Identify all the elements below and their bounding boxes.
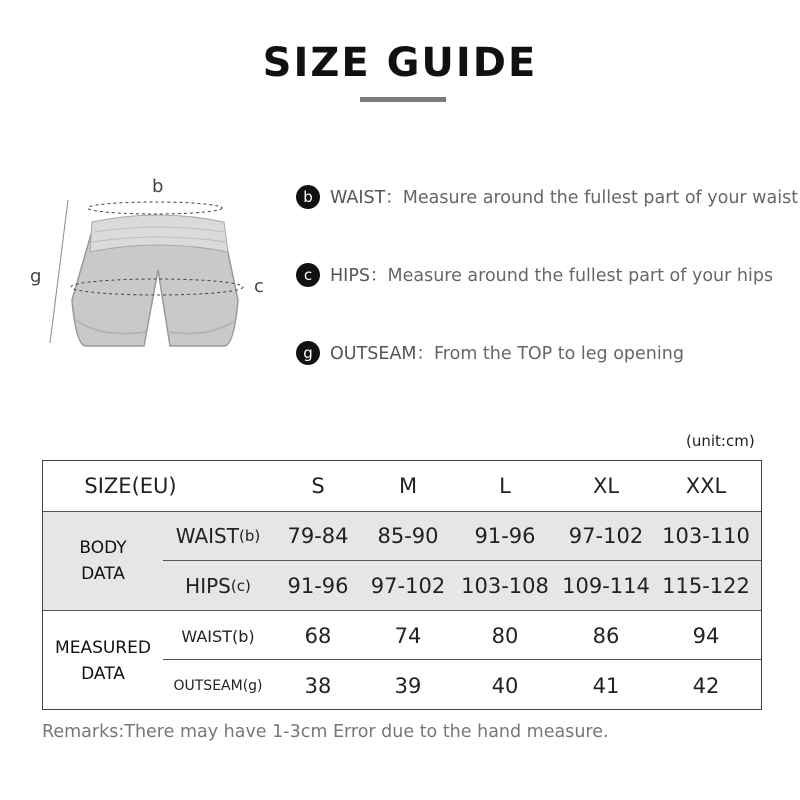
- table-cell: 97-102: [568, 524, 644, 548]
- legend-key: OUTSEAM：: [330, 344, 435, 364]
- page-title: SIZE GUIDE: [262, 40, 538, 86]
- legend-waist: [296, 184, 798, 209]
- unit-label: (unit:cm): [686, 432, 755, 450]
- legend-description: Measure around the fullest part of your waist: [402, 188, 799, 208]
- label-b: b: [152, 176, 164, 197]
- legend-key: WAIST：: [330, 188, 403, 208]
- size-table: [42, 460, 762, 710]
- size-col-header: XXL: [685, 474, 727, 498]
- table-cell: 103-108: [461, 574, 549, 598]
- table-cell: 91-96: [287, 574, 349, 598]
- table-cell: 103-110: [662, 524, 750, 548]
- legend-description: From the TOP to leg opening: [434, 344, 684, 364]
- label-c: c: [254, 276, 264, 297]
- table-cell: 74: [394, 624, 422, 648]
- table-cell: 109-114: [562, 574, 650, 598]
- row-label-measured-outseam: OUTSEAM (g): [173, 678, 263, 694]
- table-cell: 38: [304, 674, 332, 698]
- group-title-line: DATA: [81, 664, 125, 684]
- label-g: g: [30, 266, 42, 287]
- table-cell: 41: [592, 674, 620, 698]
- outseam-guide-line: [50, 200, 68, 343]
- group-title-line: MEASURED: [55, 638, 151, 658]
- title-underline: [360, 97, 446, 102]
- group-title-line: BODY: [79, 538, 127, 558]
- shorts-diagram: [0, 160, 300, 380]
- legend-hips: [296, 262, 773, 287]
- group-body-data: [43, 511, 163, 611]
- badge-b: b: [296, 185, 320, 209]
- table-cell: 68: [304, 624, 332, 648]
- size-col-header: M: [398, 474, 418, 498]
- table-cell: 94: [692, 624, 720, 648]
- legend-description: Measure around the fullest part of your hips: [387, 266, 774, 286]
- size-header: SIZE(EU): [84, 474, 177, 498]
- table-cell: 39: [394, 674, 422, 698]
- table-cell: 86: [592, 624, 620, 648]
- badge-c: c: [296, 263, 320, 287]
- badge-g: g: [296, 341, 320, 365]
- table-cell: 91-96: [474, 524, 536, 548]
- waist-measure-line: [88, 202, 222, 214]
- table-cell: 79-84: [287, 524, 349, 548]
- row-label-measured-waist: WAIST (b): [181, 626, 255, 646]
- table-cell: 40: [491, 674, 519, 698]
- size-col-header: XL: [592, 474, 620, 498]
- size-col-header: L: [499, 474, 511, 498]
- table-cell: 115-122: [662, 574, 750, 598]
- shorts-illustration: [0, 160, 300, 380]
- group-title-line: DATA: [81, 564, 125, 584]
- legend-outseam: [296, 340, 684, 365]
- table-cell: 80: [491, 624, 519, 648]
- remarks-text: Remarks:There may have 1-3cm Error due to the hand measure.: [42, 722, 609, 742]
- legend-key: HIPS：: [330, 266, 388, 286]
- table-cell: 42: [692, 674, 720, 698]
- table-cell: 85-90: [377, 524, 439, 548]
- group-measured-data: [43, 611, 163, 711]
- row-label-body-waist: WAIST (b): [175, 524, 261, 548]
- row-label-body-hips: HIPS (c): [185, 574, 251, 598]
- size-col-header: S: [311, 474, 325, 498]
- table-cell: 97-102: [370, 574, 446, 598]
